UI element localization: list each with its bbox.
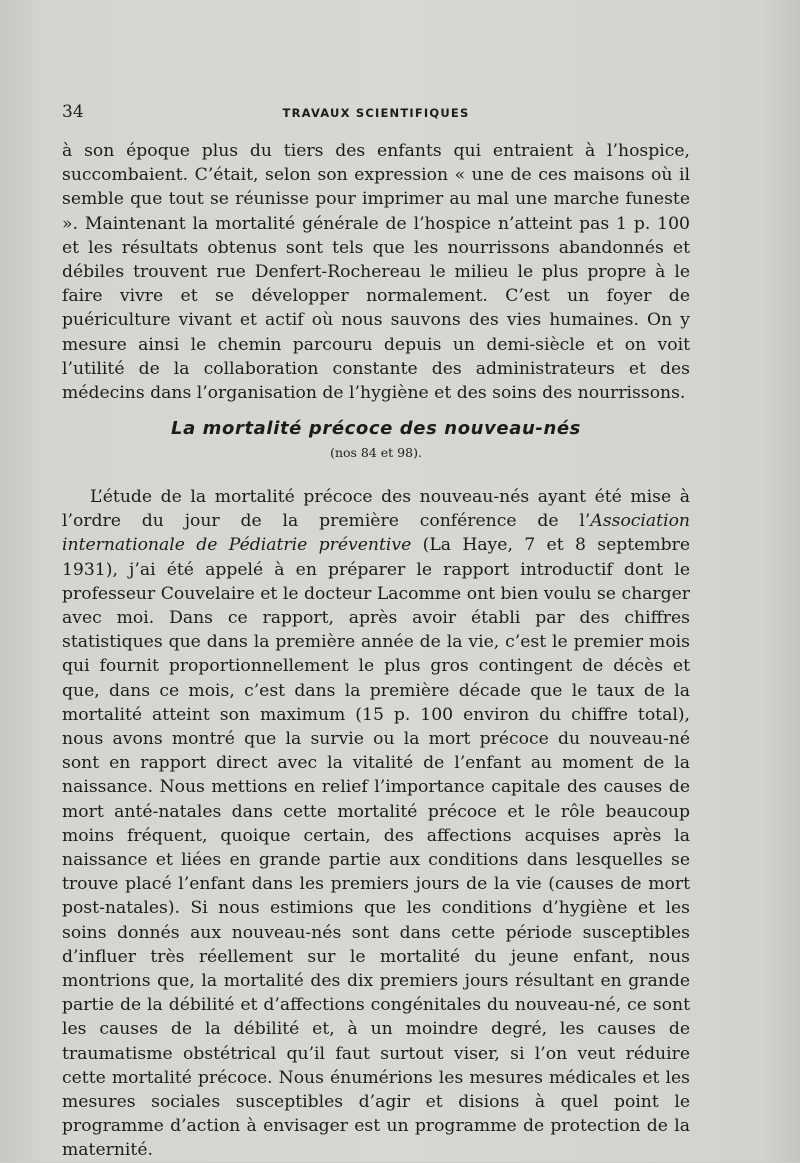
section-reference: (nos 84 et 98). xyxy=(330,445,422,460)
page-header xyxy=(62,102,690,124)
association-name: Association internationale de Pédiatrie préventive xyxy=(62,511,690,556)
section-title: La mortalité précoce des nouveau-nés xyxy=(171,418,581,439)
paragraph-2-rest: (La Haye, 7 et 8 septembre 1931), j’ai été appelé à en préparer le rapport introductif dont le professeur Couvelaire et le docteur Lacomme ont bien voulu se charger avec moi. Dans ce rapport, après avoir établi par des chiffres statistiques que dans la première année de la vie, c’est le premier mois qui fournit proportionnellement le plus gros contingent de décès et que, dans ce mois, c’est dans la première décade que le taux de la mortalité atteint son maximum (15 p. 100 environ du chiffre total), nous avons montré que la survie ou la mort précoce du nouveau-né sont en rapport direct avec la vitalité de l’enfant au moment de la naissance. Nous mettions en relief l’importance capitale des causes de mort anté-natales dans cette mortalité précoce et le rôle beaucoup moins fréquent, quoique certain, des affections acquises après la naissance et liées en grande partie aux conditions dans lesquelles se trouve placé l’enfant dans les premiers jours de la vie (causes de mort post-natales). Si nous estimions que les conditions d’hygiène et les soins donnés aux nouveau-nés sont dans cette période susceptibles d’influer très réellement sur le mortalité du jeune enfant, nous montrions que, la mortalité des dix premiers jours résultant en grande partie de la débilité et d’affections congénitales du nouveau-né, ce sont les causes de la débilité et, à un moindre degré, les causes de traumatisme obstétrical qu’il faut surtout viser, si l’on veut réduire cette mortalité précoce. Nous énumérions les mesures médicales et les mesures sociales susceptibles d’agir et disions à quel point le programme d’action à envisager est un programme de protection de la maternité. xyxy=(62,535,691,1161)
paragraph-2-start: L’étude de la mortalité précoce des nouveau-nés ayant été mise à l’ordre du jour de la première conférence de l’ xyxy=(62,487,690,532)
paragraph-1-text: à son époque plus du tiers des enfants qui entraient à l’hospice, succombaient. C’était, selon son expression « une de ces maisons où il semble que tout se réunisse pour imprimer au mal une marche funeste ». Maintenant la mortalité générale de l’hospice n’atteint pas 1 p. 100 et les résultats obtenus sont tels que les nourrissons abandonnés et débiles trouvent rue Denfert-Rochereau le milieu le plus propre à le faire vivre et se développer normalement. C’est un foyer de puériculture vivant et actif où nous sauvons des vies humaines. On y mesure ainsi le chemin parcouru depuis un demi-siècle et on voit l’utilité de la collaboration constante des administrateurs et des médecins dans l’organisation de l’hygiène et des soins des nourrissons. xyxy=(62,141,690,404)
running-title: TRAVAUX SCIENTIFIQUES xyxy=(282,106,470,120)
paragraph-2-text xyxy=(62,485,690,1163)
paragraph-1 xyxy=(62,139,690,405)
page-number: 34 xyxy=(62,102,84,122)
paragraph-2 xyxy=(62,485,690,1163)
